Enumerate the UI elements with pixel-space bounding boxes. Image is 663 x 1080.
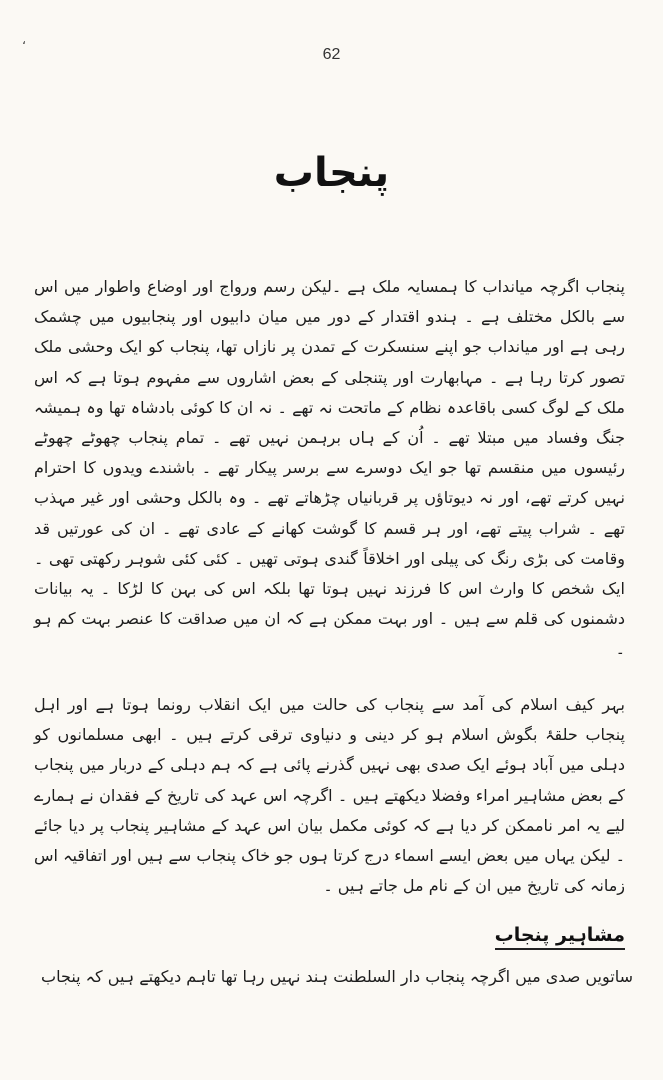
page-number: 62 [322, 46, 341, 63]
section-subheading: مشاہیر پنجاب [495, 924, 625, 950]
paragraph-2: بہر کیف اسلام کی آمد سے پنجاب کی حالت میں ایک انقلاب رونما ہوتا ہے اور اہل پنجاب حلقۂ بگوش اسلام ہو کر دینی و دنیاوی ترقی کرتے ہیں ۔ ابھی مسلمانوں کو دہلی میں آباد ہوئے ایک صدی بھی نہیں گذرنے پائی ہے کہ ہم دہلی کے دربار میں پنجاب کے بعض مشاہیر امراء وفضلا دیکھتے ہیں ۔ اگرچہ اس عہد کی تاریخ کے فقدان نے ہمارے لیے یہ امر ناممکن کر دیا ہے کہ کوئی مکمل بیان اس عہد کے مشاہیر پنجاب پر دیا جائے ۔ لیکن یہاں میں بعض ایسے اسماء درج کرتا ہوں جو خاک پنجاب سے ہیں اور اتفاقیہ اس زمانہ کی تاریخ میں ان کے نام مل جاتے ہیں ۔ [34, 695, 625, 896]
ink-speck: ، [22, 33, 26, 47]
chapter-title: پنجاب [273, 150, 390, 196]
closing-line: ساتویں صدی میں اگرچہ پنجاب دار السلطنت ہند نہیں رہا تھا تاہم دیکھتے ہیں کہ پنجاب [41, 967, 633, 986]
paragraph-1: پنجاب اگرچہ میانداب کا ہمسایہ ملک ہے ۔لیکن رسم ورواج اور اوضاع واطوار میں اس سے بالکل مختلف ہے ۔ ہندو اقتدار کے دور میں میان دابیوں اور پنجابیوں میں چشمک رہی ہے اور میانداب جو اپنے سنسکرت کے تمدن پر نازاں تھا، پنجاب کو ایک وحشی ملک تصور کرتا رہا ہے ۔ مہابھارت اور پتنجلی کے بعض اشاروں سے مفہوم ہوتا ہے کہ اس ملک کے لوگ کسی باقاعدہ نظام کے ماتحت نہ تھے ۔ نہ ان کا کوئی بادشاہ تھا وہ ہمیشہ جنگ وفساد میں مبتلا تھے ۔ اُن کے ہاں برہمن نہیں تھے ۔ تمام پنجاب چھوٹے چھوٹے رئیسوں میں منقسم تھا جو ایک دوسرے سے برسر پیکار تھے ۔ باشندے ویدوں کا احترام نہیں کرتے تھے، اور نہ دیوتاؤں پر قربانیاں چڑھاتے تھے ۔ وہ بالکل وحشی اور غیر مہذب تھے ۔ شراب پیتے تھے، اور ہر قسم کا گوشت کھانے کے عادی تھے ۔ ان کی عورتیں قد وقامت کی بڑی رنگ کی پیلی اور اخلاقاً گندی ہوتی تھیں ۔ کئی کئی شوہر رکھتی تھی ۔ ایک شخص کا وارث اس کا فرزند نہیں ہوتا تھا بلکہ اس کی بہن کا لڑکا ۔ یہ بیانات دشمنوں کی قلم سے ہیں ۔ اور بہت ممکن ہے کہ ان میں صداقت کا عنصر بہت کم ہو ۔ [34, 277, 625, 659]
